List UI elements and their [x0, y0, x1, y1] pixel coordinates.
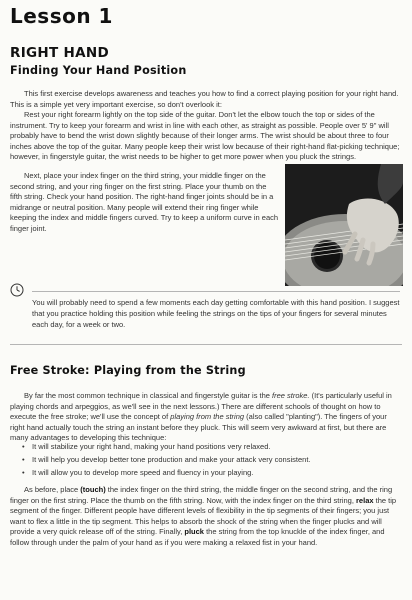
divider [10, 344, 402, 345]
instructions-text-2: the index finger on the third string, the middle finger on the second string, and the ring finger on the first string. Place the thumb on the fifth string. Now, with the index finger on the third string, [10, 485, 393, 505]
touch-term: (touch) [80, 485, 106, 494]
free-stroke-text-3: (also called "planting"). The fingers of your right hand actually touch the string an instant before they pluck. This will seem very awkward at first, but there are many advantages to developing this technique: [10, 412, 387, 443]
free-stroke-text-2: (It's particularly useful in playing chords and arpeggios, as we'll see in the next lessons.) There are different schools of thought on how to execute the free stroke; we'll use the concept of [10, 391, 392, 422]
list-item: • It will stabilize your right hand, making your hand positions very relaxed. [22, 440, 392, 453]
lesson-title: Lesson 1 [10, 4, 113, 28]
instructions-text-4: the string from the top knuckle of the index finger, and follow through under the palm of your hand as if you were making a relaxed fist in your hand. [10, 527, 385, 547]
right-hand-on-guitar-photo [285, 164, 403, 286]
free-stroke-term: free stroke. [272, 391, 310, 400]
pluck-term: pluck [184, 527, 204, 537]
advantages-list [22, 440, 392, 479]
instructions-text-1: As before, place [24, 485, 81, 494]
free-stroke-text-1: By far the most common technique in classical and fingerstyle guitar is the [24, 391, 273, 400]
subsection-title: Finding Your Hand Position [10, 64, 187, 77]
paragraph-finger-placement: Next, place your index finger on the third string, your middle finger on the second string, and your ring finger on the first string. Place your thumb on the fifth string. Check your hand position. The right-hand finger joints should be in a midrange or neutral position. Many people will extend their ring finger while keeping the index and middle fingers curved. Try to keep a uniform curve in each finger joint. [10, 171, 279, 233]
playing-from-string-term: playing from the string [170, 412, 245, 422]
instructions-text-3: the tip segment of the finger. Different people have different levels of flexibility in the tip segments of their fingers; you just want to flex a little in the tip segment. This helps to absorb the shock of the string when the finger plucks and will provide a very quick release off of the string. Finally, [10, 495, 397, 537]
paragraph-intro: This first exercise develops awareness and teaches you how to find a correct playing position for your right hand. This is a simple yet very important exercise, so don't overlook it: [10, 89, 399, 109]
guitar-hand-illustration [285, 164, 403, 286]
tip-text: You will probably need to spend a few moments each day getting comfortable with this hand position. I suggest that you practice holding this position while feeling the strings on the tips of your fingers for several minutes each day, for a week or two. [32, 298, 400, 329]
clock-icon [10, 283, 24, 297]
paragraph-free-stroke [10, 391, 402, 444]
section-title: RIGHT HAND [10, 45, 109, 61]
list-item: • It will help you develop better tone production and make your attack very consistent. [22, 453, 392, 466]
paragraph-forearm: Rest your right forearm lightly on the top side of the guitar. Don't let the elbow touch the top or sides of the instrument. Try to keep your forearm and wrist in line with each other, as straight as possible. People over 5' 9" will probably have to bend the wrist down slightly because of their longer arms. The wrist should be about three to four inches above the top of the guitar. Many people keep their wrist low because of their right-hand flat-picking technique; however, in fingerstyle guitar, the wrist needs to be higher to get more power when you pluck the strings. [10, 110, 400, 162]
paragraph-instructions [10, 485, 402, 549]
intro-block [10, 89, 402, 110]
list-item: • It will allow you to develop more speed and fluency in your playing. [22, 466, 392, 479]
relax-term: relax [356, 495, 374, 505]
free-stroke-title: Free Stroke: Playing from the String [10, 364, 246, 377]
tip-callout [32, 291, 400, 330]
